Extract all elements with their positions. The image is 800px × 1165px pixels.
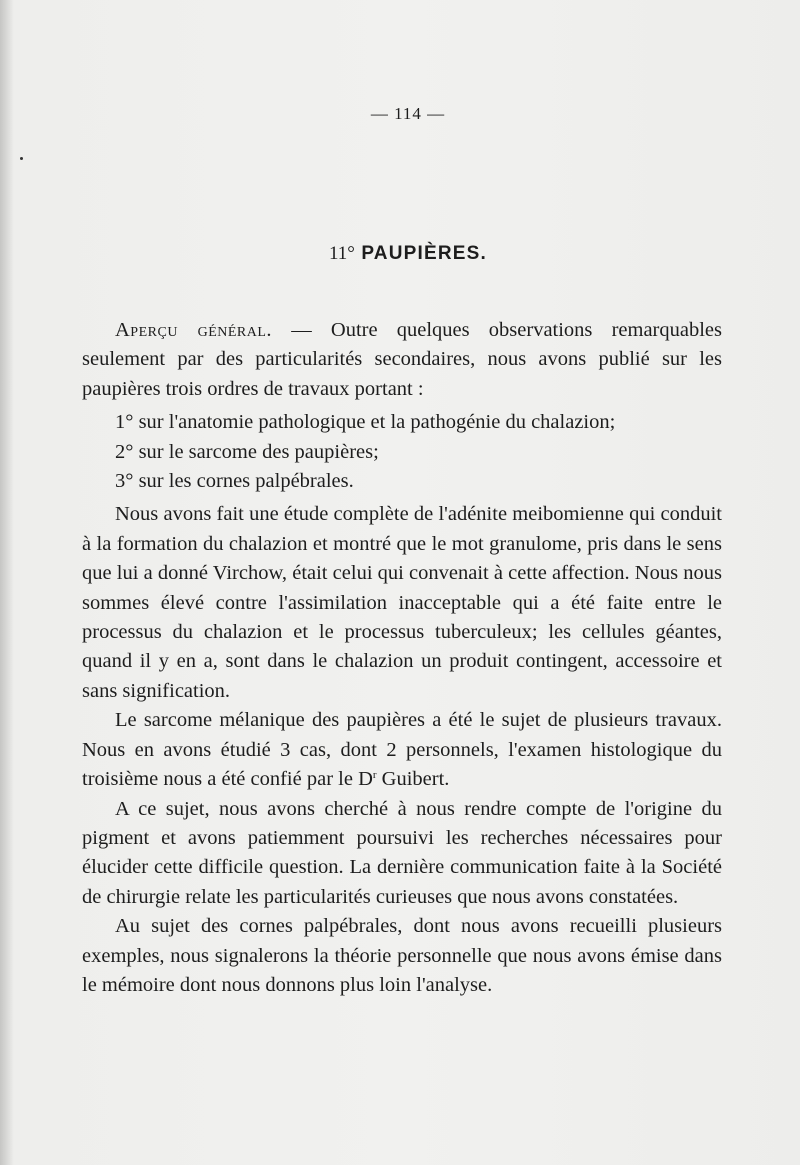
paragraph-lead: Aperçu général.	[115, 319, 273, 341]
body-text	[82, 316, 722, 1000]
paragraph-chalazion: Nous avons fait une étude complète de l'adénite meibomienne qui conduit à la formation du chalazion et montré que le mot granulome, pris dans le sens que lui a donné Virchow, était celui qui convenait à cette affection. Nous nous sommes élevé contre l'assimilation inacceptable qui a été faite entre le processus du chalazion et le processus tuberculeux; les cellules géantes, quand il y en a, sont dans le chalazion un produit contingent, accessoire et sans signification.	[82, 503, 722, 702]
section-title-text: PAUPIÈRES.	[361, 243, 488, 264]
list-item: 2° sur le sarcome des paupières;	[115, 440, 379, 463]
section-number: 11°	[328, 243, 355, 264]
paragraph-pigment: A ce sujet, nous avons cherché à nous rendre compte de l'origine du pigment et avons patiemment poursuivi les recherches nécessaires pour élucider cette difficile question. La dernière communication faite à la Société de chirurgie relate les particularités curieuses que nous avons constatées.	[82, 797, 722, 908]
paragraph-cornes: Au sujet des cornes palpébrales, dont nous avons recueilli plusieurs exemples, nous signalerons la théorie personnelle que nous avons émise dans le mémoire dont nous donnons plus loin l'analyse.	[82, 915, 722, 996]
page-number: — 114 —	[370, 104, 446, 123]
works-list	[82, 408, 722, 496]
doctor-superscript: r	[372, 769, 377, 782]
paragraph-sarcoma	[82, 706, 722, 794]
section-heading	[0, 243, 800, 265]
list-item: 1° sur l'anatomie pathologique et la pathogénie du chalazion;	[115, 411, 616, 434]
list-item: 3° sur les cornes palpébrales.	[115, 470, 354, 493]
ink-speck	[20, 157, 23, 160]
paragraph-overview-text: — Outre quelques observations remarquables seulement par des particularités secondaires, nous avons publié sur les paupières trois ordres de travaux portant :	[82, 319, 722, 400]
page-gutter-shadow	[0, 0, 14, 1165]
paragraph-sarcoma-end: Guibert.	[376, 768, 450, 791]
paragraph-overview	[82, 316, 722, 404]
paragraph-sarcoma-text: Le sarcome mélanique des paupières a été le sujet de plusieurs travaux. Nous en avons étudié 3 cas, dont 2 personnels, l'examen histologique du troisième nous a été confié par le D	[82, 709, 722, 791]
